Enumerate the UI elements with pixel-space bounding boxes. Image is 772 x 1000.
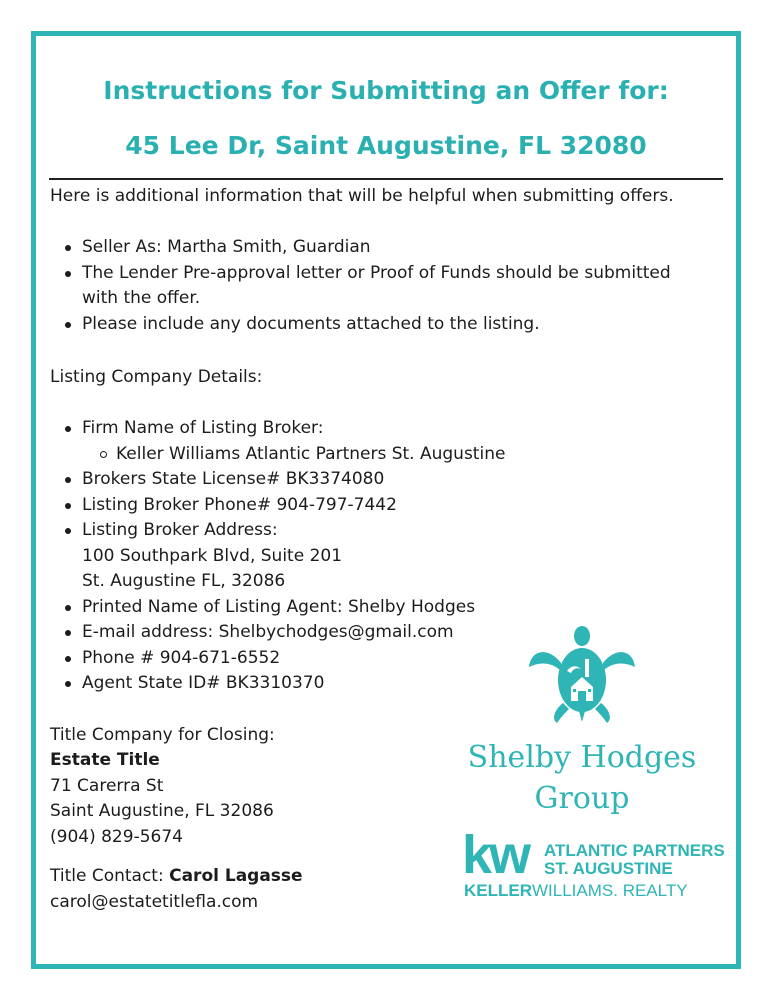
offer-instructions-list [82,235,671,337]
title-contact: Title Contact: Carol Lagasse [50,866,303,886]
agent-email: E-mail address: Shelbychodges@gmail.com [82,622,454,642]
list-item: Listing Broker Address: 100 Southpark Blvd, Suite 201 St. Augustine FL, 32086 [82,518,505,595]
list-item: The Lender Pre-approval letter or Proof of Funds should be submitted with the offer. [82,261,671,312]
list-item: Listing Broker Phone# 904-797-7442 [82,493,505,519]
title-contact-email: carol@estatetitlefla.com [50,892,259,912]
list-item: Brokers State License# BK3374080 [82,467,505,493]
title-divider [49,178,723,180]
list-item: Keller Williams Atlantic Partners St. Augustine [116,442,505,468]
list-item: Printed Name of Listing Agent: Shelby Hodges [82,595,505,621]
title-company-street: 71 Carerra St [50,776,164,796]
firm-sublist [82,442,505,468]
listing-heading: Listing Company Details: [50,367,263,387]
list-item [82,620,505,646]
title-company-heading: Title Company for Closing: [50,725,275,745]
title-contact-name: Carol Lagasse [169,866,303,886]
sea-turtle-house-icon [527,625,637,725]
group-name-line1: Shelby Hodges [467,740,697,775]
list-item: Phone # 904-671-6552 [82,646,505,672]
listing-details-list [82,416,505,697]
title-company-name: Estate Title [50,750,160,770]
intro-text: Here is additional information that will be helpful when submitting offers. [50,186,674,206]
keller-williams-logo: kw ATLANTIC PARTNERS ST. AUGUSTINE KELLERWILLIAMS. REALTY [462,825,725,900]
list-item: Please include any documents attached to the listing. [82,312,671,338]
list-item: Agent State ID# BK3310370 [82,671,505,697]
list-item: Seller As: Martha Smith, Guardian [82,235,671,261]
property-address-title: 45 Lee Dr, Saint Augustine, FL 32080 [125,131,647,160]
title-company-phone: (904) 829-5674 [50,827,183,847]
group-name-line2: Group [534,781,630,816]
page-title: Instructions for Submitting an Offer for: [103,76,669,105]
title-company-city: Saint Augustine, FL 32086 [50,801,274,821]
list-item: Firm Name of Listing Broker: Keller Williams Atlantic Partners St. Augustine [82,416,505,467]
